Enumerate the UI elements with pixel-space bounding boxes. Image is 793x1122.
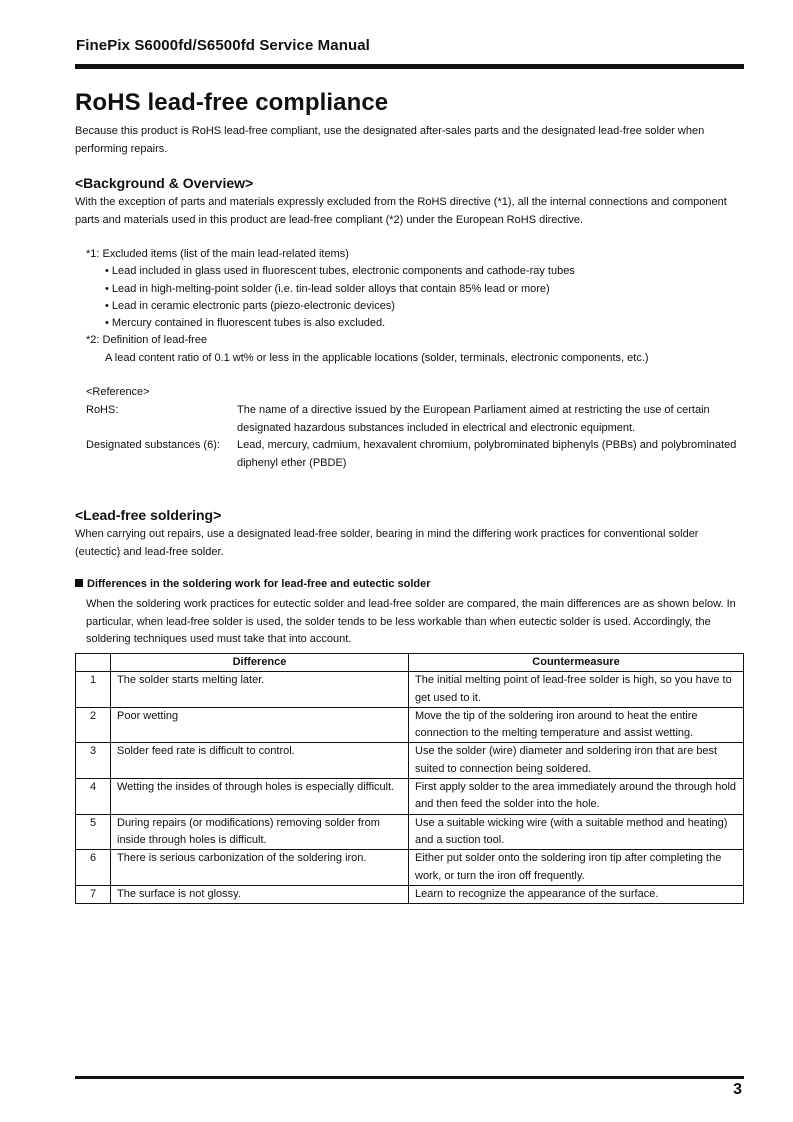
table-row	[76, 885, 744, 903]
header-cell-countermeasure: Countermeasure	[409, 654, 744, 672]
difference-cell: Wetting the insides of through holes is especially difficult.	[111, 779, 409, 815]
differences-subheading	[75, 578, 431, 590]
reference-term: Designated substances (6):	[86, 439, 220, 452]
difference-cell: There is serious carbonization of the soldering iron.	[111, 850, 409, 886]
row-number: 7	[76, 885, 111, 903]
reference-label: <Reference>	[86, 386, 150, 398]
header-cell-difference: Difference	[111, 654, 409, 672]
header-rule	[75, 64, 744, 69]
countermeasure-cell: Learn to recognize the appearance of the surface.	[409, 885, 744, 903]
row-number: 1	[76, 672, 111, 708]
row-number: 2	[76, 707, 111, 743]
header-cell-number	[76, 654, 111, 672]
table-row	[76, 779, 744, 815]
background-paragraph: With the exception of parts and materials expressly excluded from the RoHS directive (*1), all the internal connections and component parts and materials used in this product are lead-free compliant (*2) under the European RoHS directive.	[75, 196, 727, 226]
difference-cell: The surface is not glossy.	[111, 885, 409, 903]
list-item: • Mercury contained in fluorescent tubes is also excluded.	[105, 317, 386, 330]
countermeasure-cell: Move the tip of the soldering iron around to heat the entire connection to the melting temperature and assist wetting.	[409, 707, 744, 743]
reference-row	[86, 402, 746, 438]
note2-text: A lead content ratio of 0.1 wt% or less in the applicable locations (solder, terminals, electronic components, etc.)	[105, 351, 649, 364]
table-row	[76, 743, 744, 779]
reference-term: RoHS:	[86, 403, 119, 416]
square-bullet-icon	[75, 579, 83, 587]
page-number: 3	[733, 1081, 742, 1098]
page-title: RoHS lead-free compliance	[75, 89, 389, 116]
reference-row	[86, 437, 746, 473]
table-row	[76, 850, 744, 886]
difference-cell: The solder starts melting later.	[111, 672, 409, 708]
countermeasure-cell: The initial melting point of lead-free solder is high, so you have to get used to it.	[409, 672, 744, 708]
row-number: 5	[76, 814, 111, 850]
differences-paragraph: When the soldering work practices for eutectic solder and lead-free solder are compared, the main differences are as shown below. In particular, when lead-free solder is used, the solder tends to be less workable than when eutectic solder is used. Accordingly, the soldering techniques used must take that into account.	[86, 598, 736, 645]
soldering-paragraph: When carrying out repairs, use a designated lead-free solder, bearing in mind the differing work practices for conventional solder (eutectic) and lead-free solder.	[75, 528, 699, 558]
footnotes	[86, 246, 746, 367]
reference-definition: Lead, mercury, cadmium, hexavalent chromium, polybrominated biphenyls (PBBs) and polybrominated diphenyl ether (PBDE)	[237, 439, 737, 470]
note1-label: *1: Excluded items (list of the main lead-related items)	[86, 248, 349, 260]
list-item: • Lead in high-melting-point solder (i.e. tin-lead solder alloys that contain 85% lead or more)	[105, 282, 550, 295]
table-row	[76, 707, 744, 743]
countermeasure-cell: Either put solder onto the soldering iron tip after completing the work, or turn the iron off frequently.	[409, 850, 744, 886]
table-row	[76, 672, 744, 708]
difference-cell: Poor wetting	[111, 707, 409, 743]
footer-rule	[75, 1076, 744, 1079]
reference-block	[86, 384, 746, 473]
list-item: • Lead in ceramic electronic parts (piezo-electronic devices)	[105, 299, 395, 312]
soldering-heading: <Lead-free soldering>	[75, 507, 222, 523]
list-item: • Lead included in glass used in fluorescent tubes, electronic components and cathode-ray tubes	[105, 265, 575, 278]
table-header-row	[76, 654, 744, 672]
row-number: 4	[76, 779, 111, 815]
row-number: 6	[76, 850, 111, 886]
difference-cell: Solder feed rate is difficult to control.	[111, 743, 409, 779]
countermeasure-cell: Use the solder (wire) diameter and soldering iron that are best suited to connection being soldered.	[409, 743, 744, 779]
reference-definition: The name of a directive issued by the European Parliament aimed at restricting the use of certain designated hazardous substances included in electrical and electronic equipment.	[237, 403, 710, 434]
countermeasure-cell: Use a suitable wicking wire (with a suitable method and heating) and a suction tool.	[409, 814, 744, 850]
row-number: 3	[76, 743, 111, 779]
intro-paragraph: Because this product is RoHS lead-free compliant, use the designated after-sales parts and the designated lead-free solder when performing repairs.	[75, 125, 705, 155]
difference-cell: During repairs (or modifications) removing solder from inside through holes is difficult.	[111, 814, 409, 850]
countermeasure-cell: First apply solder to the area immediately around the through hold and then feed the solder into the hole.	[409, 779, 744, 815]
note2-label: *2: Definition of lead-free	[86, 334, 208, 347]
differences-subheading-text: Differences in the soldering work for lead-free and eutectic solder	[87, 578, 431, 590]
background-heading: <Background & Overview>	[75, 175, 254, 191]
manual-header-title: FinePix S6000fd/S6500fd Service Manual	[76, 37, 370, 54]
differences-table	[75, 653, 744, 904]
table-row	[76, 814, 744, 850]
